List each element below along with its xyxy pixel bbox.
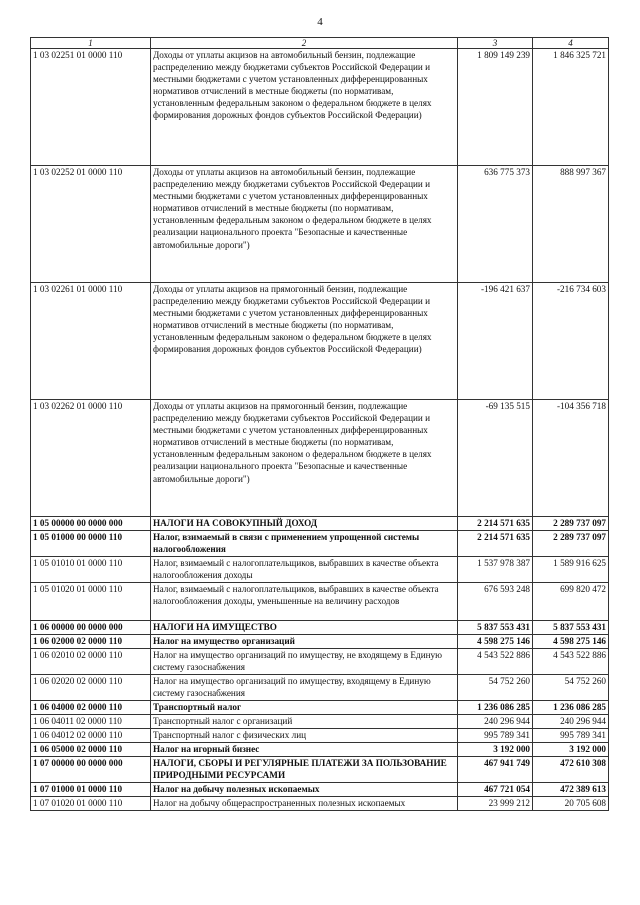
table-row <box>31 583 609 621</box>
code-cell: 1 06 00000 00 0000 000 <box>31 621 151 635</box>
code-cell: 1 03 02251 01 0000 110 <box>31 49 151 166</box>
name-cell: Транспортный налог <box>151 701 458 715</box>
code-cell: 1 06 04012 02 0000 110 <box>31 729 151 743</box>
code-cell: 1 07 01020 01 0000 110 <box>31 797 151 811</box>
value-cell-col4: 4 598 275 146 <box>533 635 609 649</box>
value-cell-col3: -69 135 515 <box>458 400 533 517</box>
table-row <box>31 649 609 675</box>
value-cell-col4: 472 389 613 <box>533 783 609 797</box>
value-cell-col4: -104 356 718 <box>533 400 609 517</box>
value-cell-col3: 54 752 260 <box>458 675 533 701</box>
name-cell: Доходы от уплаты акцизов на прямогонный бензин, подлежащие распределению между бюджетами субъектов Российской Федерации и местными бюджетами с учетом установленных дифференцированных нормативов отчислений в местные бюджеты (по нормативам, установленным федеральным законом о федеральном бюджете в целях реализации национального проекта "Безопасные и качественные автомобильные дороги") <box>151 400 458 517</box>
code-cell: 1 06 02020 02 0000 110 <box>31 675 151 701</box>
code-cell: 1 06 02000 02 0000 110 <box>31 635 151 649</box>
name-cell: Налог на имущество организаций <box>151 635 458 649</box>
value-cell-col4: 1 236 086 285 <box>533 701 609 715</box>
name-cell: НАЛОГИ НА ИМУЩЕСТВО <box>151 621 458 635</box>
table-row <box>31 621 609 635</box>
table-row <box>31 635 609 649</box>
table-body <box>31 38 609 811</box>
value-cell-col4: 2 289 737 097 <box>533 531 609 557</box>
name-cell: Налог, взимаемый в связи с применением упрощенной системы налогообложения <box>151 531 458 557</box>
value-cell-col4: 472 610 308 <box>533 757 609 783</box>
value-cell-col3: 23 999 212 <box>458 797 533 811</box>
code-cell: 1 05 01000 00 0000 110 <box>31 531 151 557</box>
name-cell: Налог на добычу полезных ископаемых <box>151 783 458 797</box>
name-cell: НАЛОГИ, СБОРЫ И РЕГУЛЯРНЫЕ ПЛАТЕЖИ ЗА ПОЛЬЗОВАНИЕ ПРИРОДНЫМИ РЕСУРСАМИ <box>151 757 458 783</box>
header-cell-value-2: 4 <box>533 38 609 49</box>
code-cell: 1 03 02252 01 0000 110 <box>31 166 151 283</box>
value-cell-col3: 4 543 522 886 <box>458 649 533 675</box>
value-cell-col3: -196 421 637 <box>458 283 533 400</box>
table-row <box>31 701 609 715</box>
name-cell: Налог на игорный бизнес <box>151 743 458 757</box>
revenue-table <box>30 37 609 811</box>
table-row <box>31 166 609 283</box>
name-cell: Налог, взимаемый с налогоплательщиков, выбравших в качестве объекта налогообложения доходы, уменьшенные на величину расходов <box>151 583 458 621</box>
value-cell-col3: 240 296 944 <box>458 715 533 729</box>
value-cell-col4: 3 192 000 <box>533 743 609 757</box>
value-cell-col4: 995 789 341 <box>533 729 609 743</box>
value-cell-col4: 1 589 916 625 <box>533 557 609 583</box>
code-cell: 1 07 00000 00 0000 000 <box>31 757 151 783</box>
table-row <box>31 517 609 531</box>
name-cell: Налог на добычу общераспространенных полезных ископаемых <box>151 797 458 811</box>
table-row <box>31 783 609 797</box>
table-header-row <box>31 38 609 49</box>
value-cell-col4: 4 543 522 886 <box>533 649 609 675</box>
value-cell-col4: 54 752 260 <box>533 675 609 701</box>
table-row <box>31 531 609 557</box>
value-cell-col4: 240 296 944 <box>533 715 609 729</box>
value-cell-col4: 20 705 608 <box>533 797 609 811</box>
table-row <box>31 757 609 783</box>
code-cell: 1 06 05000 02 0000 110 <box>31 743 151 757</box>
value-cell-col3: 995 789 341 <box>458 729 533 743</box>
code-cell: 1 06 04000 02 0000 110 <box>31 701 151 715</box>
name-cell: НАЛОГИ НА СОВОКУПНЫЙ ДОХОД <box>151 517 458 531</box>
value-cell-col4: 888 997 367 <box>533 166 609 283</box>
page-number: 4 <box>317 16 323 28</box>
code-cell: 1 05 01010 01 0000 110 <box>31 557 151 583</box>
name-cell: Транспортный налог с физических лиц <box>151 729 458 743</box>
code-cell: 1 03 02261 01 0000 110 <box>31 283 151 400</box>
table-row <box>31 675 609 701</box>
table-row <box>31 729 609 743</box>
table-row <box>31 743 609 757</box>
value-cell-col3: 1 236 086 285 <box>458 701 533 715</box>
name-cell: Налог на имущество организаций по имуществу, не входящему в Единую систему газоснабжения <box>151 649 458 675</box>
table-row <box>31 715 609 729</box>
code-cell: 1 03 02262 01 0000 110 <box>31 400 151 517</box>
code-cell: 1 06 02010 02 0000 110 <box>31 649 151 675</box>
header-cell-value-1: 3 <box>458 38 533 49</box>
value-cell-col3: 1 537 978 387 <box>458 557 533 583</box>
value-cell-col4: 699 820 472 <box>533 583 609 621</box>
name-cell: Налог, взимаемый с налогоплательщиков, выбравших в качестве объекта налогообложения доходы <box>151 557 458 583</box>
value-cell-col4: 1 846 325 721 <box>533 49 609 166</box>
name-cell: Налог на имущество организаций по имуществу, входящему в Единую систему газоснабжения <box>151 675 458 701</box>
header-cell-code: 1 <box>31 38 151 49</box>
name-cell: Транспортный налог с организаций <box>151 715 458 729</box>
name-cell: Доходы от уплаты акцизов на прямогонный бензин, подлежащие распределению между бюджетами субъектов Российской Федерации и местными бюджетами с учетом установленных дифференцированных нормативов отчислений в местные бюджеты (по нормативам, установленным федеральным законом о федеральном бюджете в целях формирования дорожных фондов субъектов Российской Федерации) <box>151 283 458 400</box>
code-cell: 1 06 04011 02 0000 110 <box>31 715 151 729</box>
code-cell: 1 05 00000 00 0000 000 <box>31 517 151 531</box>
value-cell-col3: 4 598 275 146 <box>458 635 533 649</box>
table-row <box>31 557 609 583</box>
table-row <box>31 283 609 400</box>
value-cell-col4: -216 734 603 <box>533 283 609 400</box>
name-cell: Доходы от уплаты акцизов на автомобильный бензин, подлежащие распределению между бюджетами субъектов Российской Федерации и местными бюджетами с учетом установленных дифференцированных нормативов отчислений в местные бюджеты (по нормативам, установленным федеральным законом о федеральном бюджете в целях реализации национального проекта "Безопасные и качественные автомобильные дороги") <box>151 166 458 283</box>
table-row <box>31 400 609 517</box>
name-cell: Доходы от уплаты акцизов на автомобильный бензин, подлежащие распределению между бюджетами субъектов Российской Федерации и местными бюджетами с учетом установленных дифференцированных нормативов отчислений в местные бюджеты (по нормативам, установленным федеральным законом о федеральном бюджете в целях формирования дорожных фондов субъектов Российской Федерации) <box>151 49 458 166</box>
value-cell-col4: 2 289 737 097 <box>533 517 609 531</box>
value-cell-col3: 3 192 000 <box>458 743 533 757</box>
table-row <box>31 797 609 811</box>
table-row <box>31 49 609 166</box>
value-cell-col3: 467 941 749 <box>458 757 533 783</box>
value-cell-col3: 2 214 571 635 <box>458 517 533 531</box>
value-cell-col3: 1 809 149 239 <box>458 49 533 166</box>
value-cell-col3: 467 721 054 <box>458 783 533 797</box>
header-cell-name: 2 <box>151 38 458 49</box>
value-cell-col3: 2 214 571 635 <box>458 531 533 557</box>
code-cell: 1 05 01020 01 0000 110 <box>31 583 151 621</box>
value-cell-col4: 5 837 553 431 <box>533 621 609 635</box>
value-cell-col3: 676 593 248 <box>458 583 533 621</box>
value-cell-col3: 636 775 373 <box>458 166 533 283</box>
value-cell-col3: 5 837 553 431 <box>458 621 533 635</box>
code-cell: 1 07 01000 01 0000 110 <box>31 783 151 797</box>
